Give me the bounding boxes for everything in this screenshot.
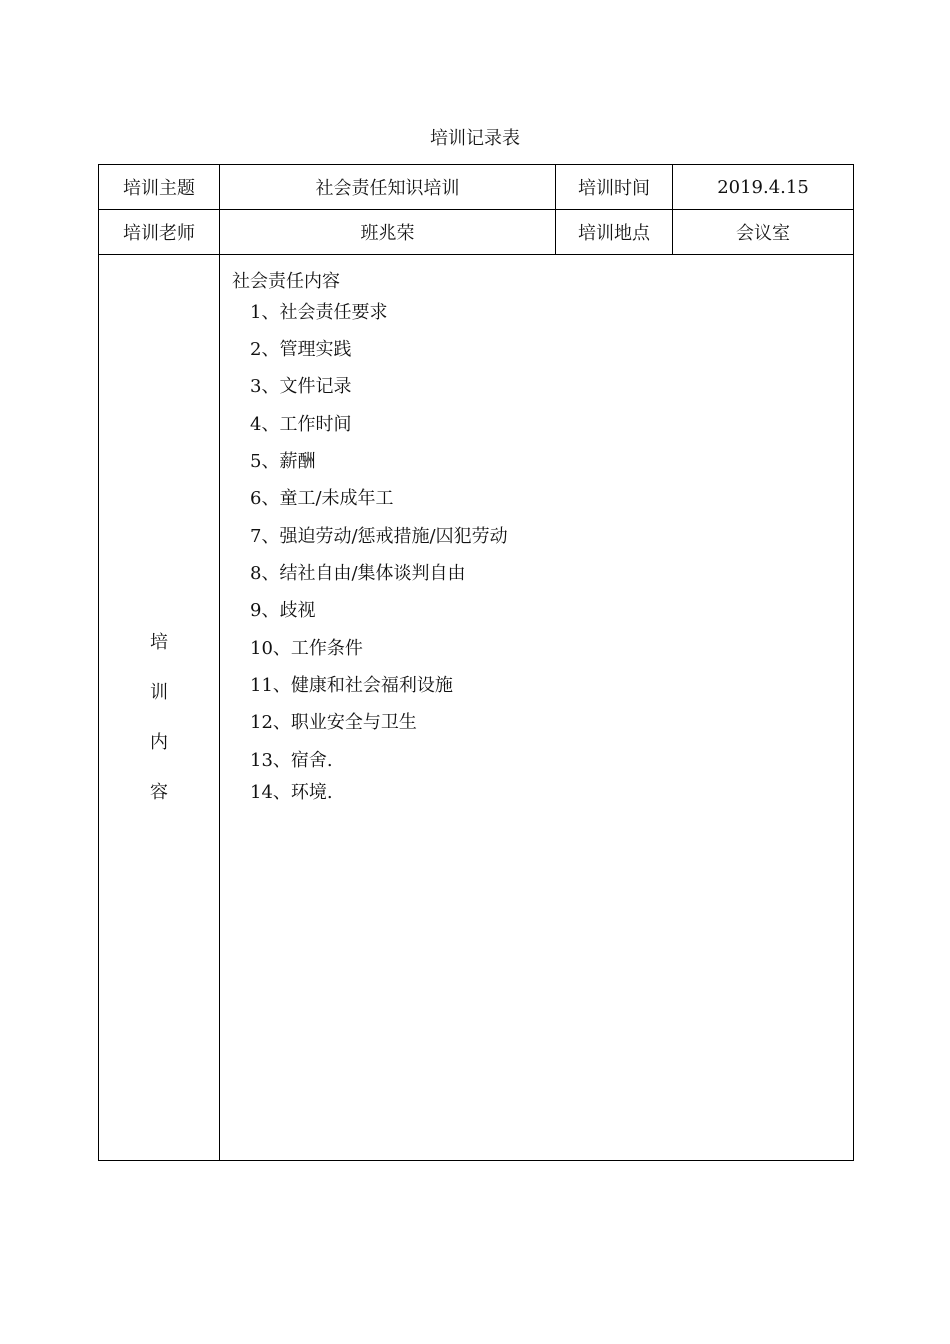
- list-item: 13、宿舍.: [250, 750, 333, 771]
- list-item: 11、健康和社会福利设施: [250, 675, 453, 696]
- list-item: 7、强迫劳动/惩戒措施/囚犯劳动: [250, 526, 508, 547]
- list-item: 5、薪酬: [250, 451, 316, 472]
- content-label-cell: [99, 255, 220, 1161]
- content-label-char: 容: [150, 781, 168, 803]
- list-item: 1、社会责任要求: [250, 302, 388, 323]
- content-label-char: 培: [150, 631, 168, 653]
- topic-label: 培训主题: [99, 165, 220, 210]
- list-item: 12、职业安全与卫生: [250, 712, 417, 733]
- place-label: 培训地点: [556, 210, 673, 255]
- list-item: 3、文件记录: [250, 376, 352, 397]
- document-title: 培训记录表: [430, 128, 520, 149]
- list-item: 8、结社自由/集体谈判自由: [250, 563, 466, 584]
- table-row-teacher: [99, 210, 854, 255]
- table-row-topic: [99, 165, 854, 210]
- list-item: 9、歧视: [250, 600, 316, 621]
- content-cell: [220, 255, 854, 1161]
- topic-value: 社会责任知识培训: [220, 165, 556, 210]
- list-item: 2、管理实践: [250, 339, 352, 360]
- training-record-table: [98, 164, 854, 1161]
- teacher-value: 班兆荣: [220, 210, 556, 255]
- list-item: 14、环境.: [250, 782, 333, 803]
- time-value: 2019.4.15: [673, 165, 854, 210]
- teacher-label: 培训老师: [99, 210, 220, 255]
- content-label-vertical: [99, 631, 219, 805]
- content-heading: 社会责任内容: [232, 271, 340, 292]
- table-row-content: [99, 255, 854, 1161]
- list-item: 10、工作条件: [250, 638, 363, 659]
- time-label: 培训时间: [556, 165, 673, 210]
- list-item: 6、童工/未成年工: [250, 488, 394, 509]
- content-label-char: 内: [150, 731, 168, 753]
- content-label-char: 训: [150, 681, 168, 703]
- place-value: 会议室: [673, 210, 854, 255]
- list-item: 4、工作时间: [250, 414, 352, 435]
